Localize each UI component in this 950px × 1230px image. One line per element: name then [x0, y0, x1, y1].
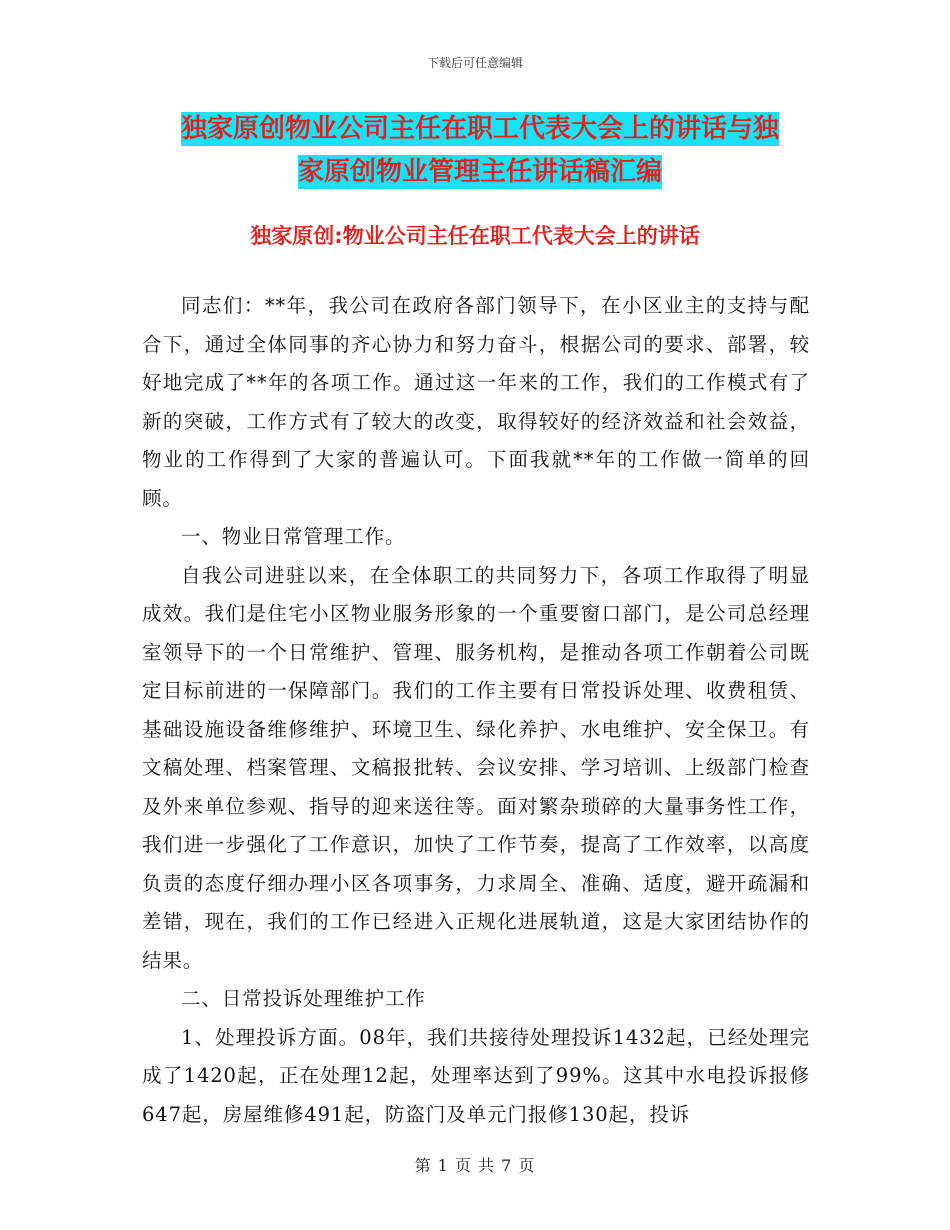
document-title [140, 108, 820, 194]
heading-daily-management: 一、物业日常管理工作。 [181, 525, 406, 548]
paragraph-greeting: 同志们：**年，我公司在政府各部门领导下，在小区业主的支持与配合下，通过全体同事的齐心协力和努力奋斗，根据公司的要求、部署，较好地完成了**年的各项工作。通过这一年来的工作，我们的工作模式有了新的突破，工作方式有了较大的改变，取得较好的经济效益和社会效益，物业的工作得到了大家的普遍认可。下面我就**年的工作做一简单的回顾。 [142, 294, 810, 510]
page-footer: 第 1 页 共 7 页 [414, 1156, 536, 1175]
paragraph-daily-management: 自我公司进驻以来，在全体职工的共同努力下，各项工作取得了明显成效。我们是住宅小区物业服务形象的一个重要窗口部门，是公司总经理室领导下的一个日常维护、管理、服务机构，是推动各项工作朝着公司既定目标前进的一保障部门。我们的工作主要有日常投诉处理、收费租赁、基础设施设备维修维护、环境卫生、绿化养护、水电维护、安全保卫。有文稿处理、档案管理、文稿报批转、会议安排、学习培训、上级部门检查及外来单位参观、指导的迎来送往等。面对繁杂琐碎的大量事务性工作，我们进一步强化了工作意识，加快了工作节奏，提高了工作效率，以高度负责的态度仔细办理小区各项事务，力求周全、准确、适度，避开疏漏和差错，现在，我们的工作已经进入正规化进展轨道，这是大家团结协作的结果。 [142, 563, 810, 972]
document-body [142, 287, 810, 1134]
document-title-line-2: 家原创物业管理主任讲话稿汇编 [297, 157, 662, 187]
document-title-line-1: 独家原创物业公司主任在职工代表大会上的讲话与独 [180, 114, 779, 144]
section-title: 独家原创:物业公司主任在职工代表大会上的讲话 [250, 224, 700, 248]
heading-complaint-handling: 二、日常投诉处理维护工作 [181, 987, 426, 1010]
paragraph-complaint-handling: 1、处理投诉方面。08年，我们共接待处理投诉1432起，已经处理完成了1420起，正在处理12起，处理率达到了99%。这其中水电投诉报修647起，房屋维修491起，防盗门及单元门报修130起，投诉 [142, 1025, 810, 1126]
header-note: 下载后可任意编辑 [426, 56, 523, 70]
